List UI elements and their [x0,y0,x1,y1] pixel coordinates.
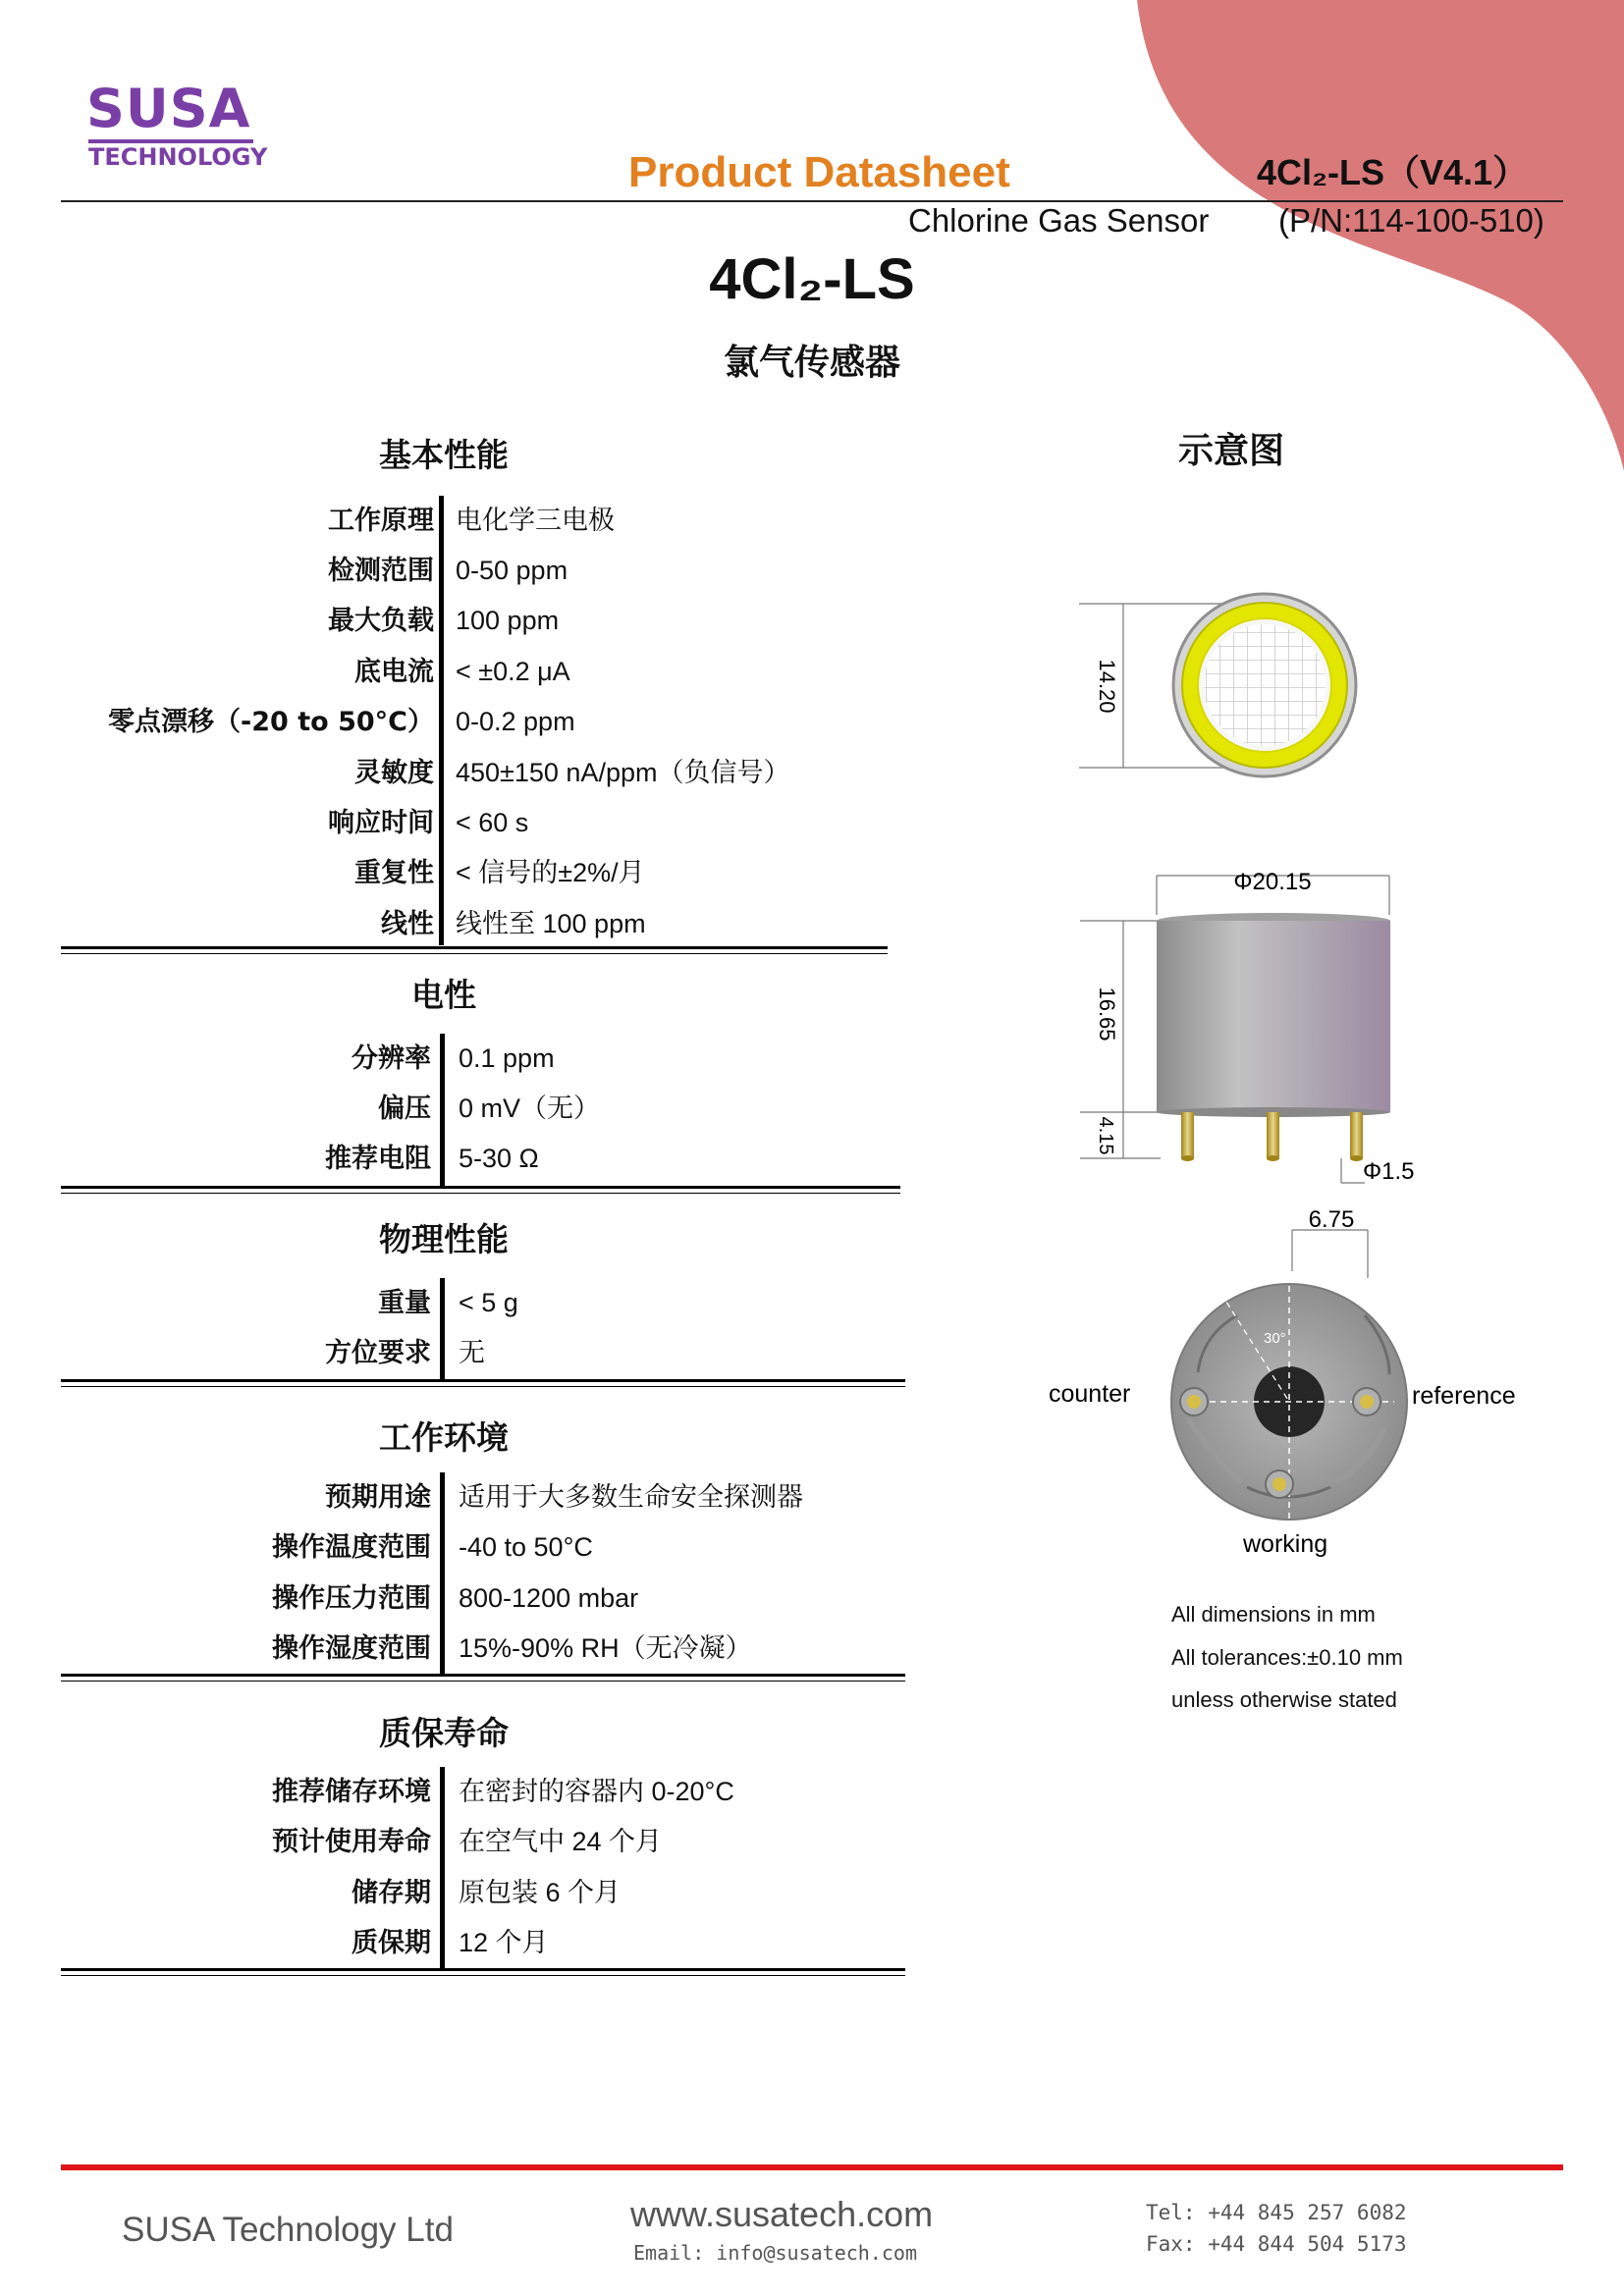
label-counter: counter [1049,1380,1131,1408]
product-subtitle: Chlorine Gas Sensor [908,202,1210,239]
section-rule [61,953,888,954]
row-value: 0-0.2 ppm [456,707,575,736]
row-value: 线性至 100 ppm [456,909,646,938]
row-label: 推荐储存环境 [272,1777,431,1807]
table-row [61,1084,905,1134]
row-value: 0-50 ppm [456,556,568,585]
table-row [61,1328,905,1378]
page-title-cn: 氯气传感器 [723,343,900,383]
row-value: 0 mV（无） [459,1094,601,1123]
row-value: 原包装 6 个月 [459,1878,622,1907]
table-row [61,1472,905,1522]
table-row [61,1278,905,1328]
footer-rule [61,2164,1563,2170]
row-value: 450±150 nA/ppm（负信号） [456,758,790,787]
row-value: 5-30 Ω [459,1144,539,1173]
table-row [61,798,905,848]
angle-label: 30° [1264,1330,1286,1347]
table-row [61,697,905,747]
row-label: 操作湿度范围 [272,1633,431,1664]
label-reference: reference [1412,1382,1516,1410]
row-label: 预期用途 [325,1482,431,1513]
footer-tel: Tel: +44 845 257 6082 [1146,2201,1407,2224]
table-row [61,1767,905,1817]
table-row [61,1817,905,1867]
row-label: 操作温度范围 [272,1532,431,1563]
row-label: 重复性 [354,858,434,888]
row-value: 适用于大多数生命安全探测器 [459,1482,803,1512]
section-title-physical: 物理性能 [379,1220,509,1258]
side-view [1080,876,1390,1183]
table-row [61,546,905,596]
row-label: 检测范围 [328,556,434,586]
row-label: 推荐电阻 [325,1144,431,1174]
table-row [61,1574,905,1624]
row-label: 质保期 [352,1928,431,1958]
doc-type-title: Product Datasheet [628,148,1010,196]
footer-company: SUSA Technology Ltd [122,2211,454,2249]
footer-fax: Fax: +44 844 504 5173 [1146,2232,1407,2256]
row-value: 无 [459,1338,485,1367]
row-value: -40 to 50°C [459,1532,593,1562]
top-view [1079,594,1356,776]
row-value: 电化学三电极 [456,506,615,535]
table-row [61,647,905,697]
table-row [61,1918,905,1968]
row-label: 预计使用寿命 [272,1827,431,1857]
dim-body-height: 16.65 [1095,987,1119,1041]
row-value: 100 ppm [456,606,560,635]
bottom-view [1171,1230,1407,1522]
dim-offset: 6.75 [1308,1206,1355,1233]
note-dimensions: All dimensions in mm [1171,1602,1376,1627]
row-label: 响应时间 [328,808,434,838]
section-rule [61,1379,905,1382]
row-value: 800-1200 mbar [459,1583,639,1613]
row-value: 在密封的容器内 0-20°C [459,1777,734,1806]
footer-website[interactable]: www.susatech.com [630,2194,934,2234]
row-label: 灵敏度 [354,758,434,788]
part-number: (P/N:114-100-510) [1278,202,1544,239]
corner-decoration [0,0,1624,491]
row-value: < ±0.2 μA [456,657,570,686]
section-rule [61,1193,900,1194]
section-rule [61,1975,905,1976]
footer-email[interactable]: Email: info@susatech.com [633,2241,917,2265]
note-tolerances: All tolerances:±0.10 mm [1171,1645,1403,1670]
row-value: 0.1 ppm [459,1043,555,1073]
model-version: 4Cl₂-LS（V4.1） [1257,152,1529,192]
row-value: < 信号的±2%/月 [456,858,645,887]
row-label: 工作原理 [328,506,434,536]
section-title-electrical: 电性 [411,976,476,1014]
section-title-warranty: 质保寿命 [379,1714,509,1752]
section-rule [61,1968,905,1971]
section-rule [61,1186,900,1189]
row-value: 15%-90% RH（无冷凝） [459,1633,752,1663]
table-row [61,1522,905,1573]
row-value: < 5 g [459,1288,518,1317]
row-label: 偏压 [378,1094,431,1124]
dim-top-height: 14.20 [1095,659,1119,714]
diagram-title: 示意图 [1178,431,1285,471]
section-rule [61,1674,905,1677]
section-rule [61,1386,905,1387]
table-row [61,748,905,798]
section-rule [61,1681,905,1682]
table-row [61,1868,905,1918]
row-label: 操作压力范围 [272,1583,431,1614]
table-row [61,899,905,949]
table-row [61,848,905,898]
section-title-environment: 工作环境 [379,1418,509,1457]
label-working: working [1243,1530,1328,1558]
row-value: < 60 s [456,808,529,837]
section-title-basic: 基本性能 [379,436,509,474]
row-label: 储存期 [352,1878,431,1908]
logo-susa: SUSA [86,78,251,139]
table-row [61,1134,905,1184]
row-label: 分辨率 [352,1043,431,1074]
note-stated: unless otherwise stated [1171,1687,1397,1712]
dim-pin-diameter: Φ1.5 [1363,1158,1415,1185]
logo-technology: TECHNOLOGY [88,143,268,171]
dim-pin-length: 4.15 [1095,1116,1116,1155]
row-label: 线性 [381,909,434,939]
table-row [61,1624,905,1674]
table-row [61,496,905,546]
row-value: 在空气中 24 个月 [459,1827,663,1856]
section-rule [61,946,888,949]
row-label: 重量 [378,1288,431,1318]
dim-diameter: Φ20.15 [1233,869,1312,895]
table-row [61,596,905,646]
row-label: 方位要求 [325,1338,431,1368]
page-title: 4Cl₂-LS [709,247,915,311]
table-row [61,1034,905,1084]
row-label: 最大负载 [328,606,434,636]
row-label: 底电流 [354,657,434,687]
sensor-diagram [1041,550,1591,1728]
row-label: 零点漂移（-20 to 50°C） [108,707,434,737]
row-value: 12 个月 [459,1928,549,1957]
